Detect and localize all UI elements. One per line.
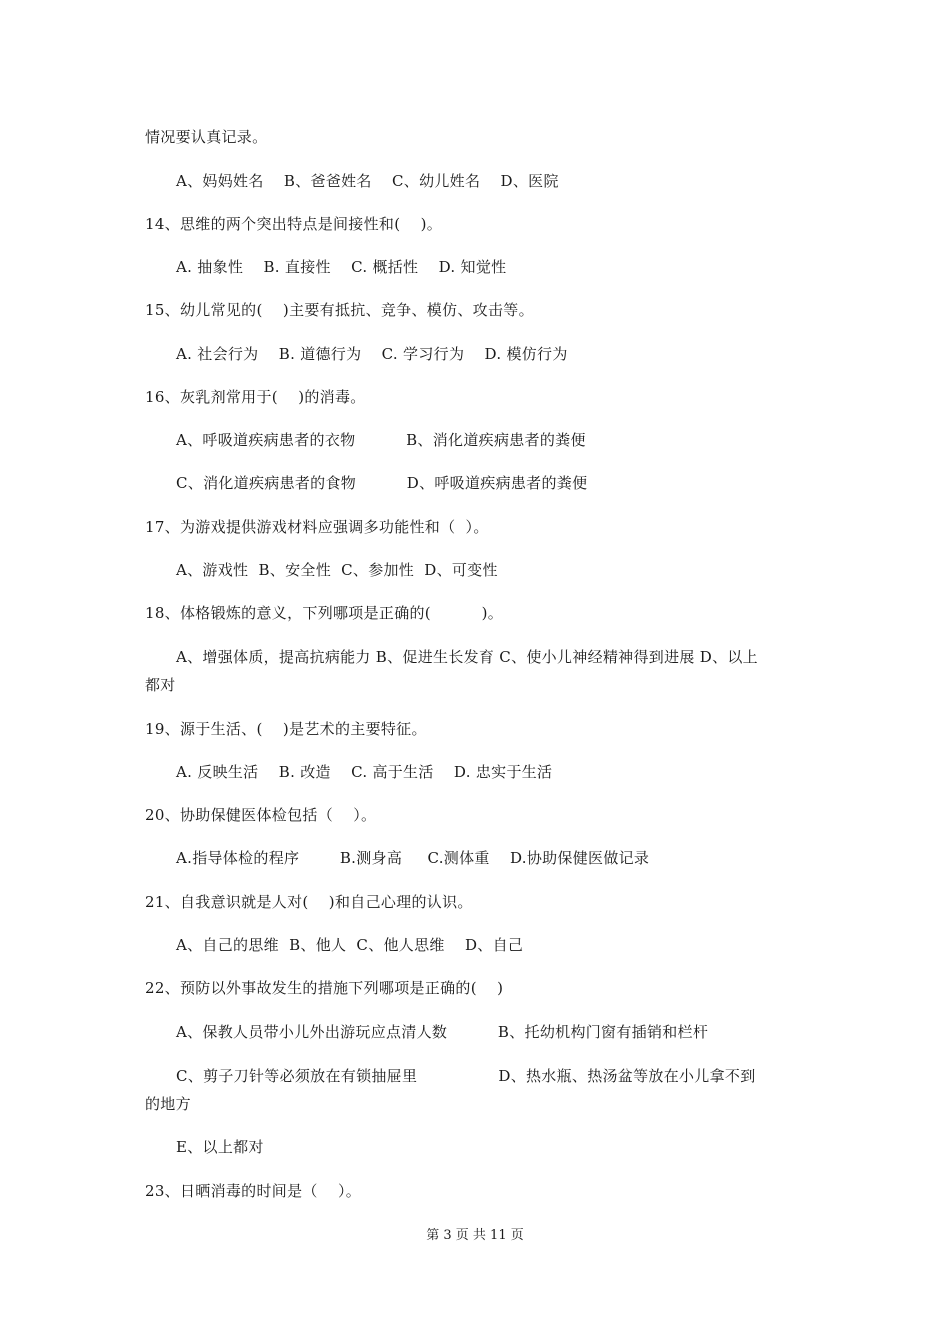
answer-options: A、呼吸道疾病患者的衣物 B、消化道疾病患者的粪便 bbox=[176, 431, 586, 449]
question-22: 22、预防以外事故发生的措施下列哪项是正确的( ) bbox=[145, 979, 504, 997]
text-line: 情况要认真记录。 bbox=[145, 128, 268, 146]
answer-options-continued: 都对 bbox=[145, 676, 176, 694]
question-23: 23、日晒消毒的时间是（ ）。 bbox=[145, 1182, 362, 1200]
answer-options: A、自己的思维 B、他人 C、他人思维 D、自己 bbox=[176, 936, 524, 954]
question-17: 17、为游戏提供游戏材料应强调多功能性和（ ）。 bbox=[145, 518, 489, 536]
answer-options: A、游戏性 B、安全性 C、参加性 D、可变性 bbox=[176, 561, 498, 579]
answer-options: A. 反映生活 B. 改造 C. 高于生活 D. 忠实于生活 bbox=[176, 763, 553, 781]
answer-options-continued: 的地方 bbox=[145, 1095, 191, 1113]
answer-options: A、妈妈姓名 B、爸爸姓名 C、幼儿姓名 D、医院 bbox=[176, 172, 559, 190]
answer-options: C、消化道疾病患者的食物 D、呼吸道疾病患者的粪便 bbox=[176, 474, 588, 492]
question-20: 20、协助保健医体检包括（ ）。 bbox=[145, 806, 377, 824]
question-14: 14、思维的两个突出特点是间接性和( )。 bbox=[145, 215, 443, 233]
answer-options: C、剪子刀针等必须放在有锁抽屉里 D、热水瓶、热汤盆等放在小儿拿不到 bbox=[176, 1067, 756, 1085]
question-18: 18、体格锻炼的意义，下列哪项是正确的( )。 bbox=[145, 604, 504, 622]
question-21: 21、自我意识就是人对( )和自己心理的认识。 bbox=[145, 893, 473, 911]
answer-options: E、以上都对 bbox=[176, 1138, 264, 1156]
question-15: 15、幼儿常见的( )主要有抵抗、竞争、模仿、攻击等。 bbox=[145, 301, 534, 319]
answer-options: A. 社会行为 B. 道德行为 C. 学习行为 D. 模仿行为 bbox=[176, 345, 568, 363]
page-number-footer: 第 3 页 共 11 页 bbox=[426, 1228, 524, 1243]
answer-options: A.指导体检的程序 B.测身高 C.测体重 D.协助保健医做记录 bbox=[176, 849, 650, 867]
answer-options: A. 抽象性 B. 直接性 C. 概括性 D. 知觉性 bbox=[176, 258, 507, 276]
question-16: 16、灰乳剂常用于( )的消毒。 bbox=[145, 388, 366, 406]
question-19: 19、源于生活、( )是艺术的主要特征。 bbox=[145, 720, 427, 738]
answer-options: A、保教人员带小儿外出游玩应点清人数 B、托幼机构门窗有插销和栏杆 bbox=[176, 1023, 709, 1041]
answer-options: A、增强体质，提高抗病能力 B、促进生长发育 C、使小儿神经精神得到进展 D、以上 bbox=[176, 648, 758, 666]
